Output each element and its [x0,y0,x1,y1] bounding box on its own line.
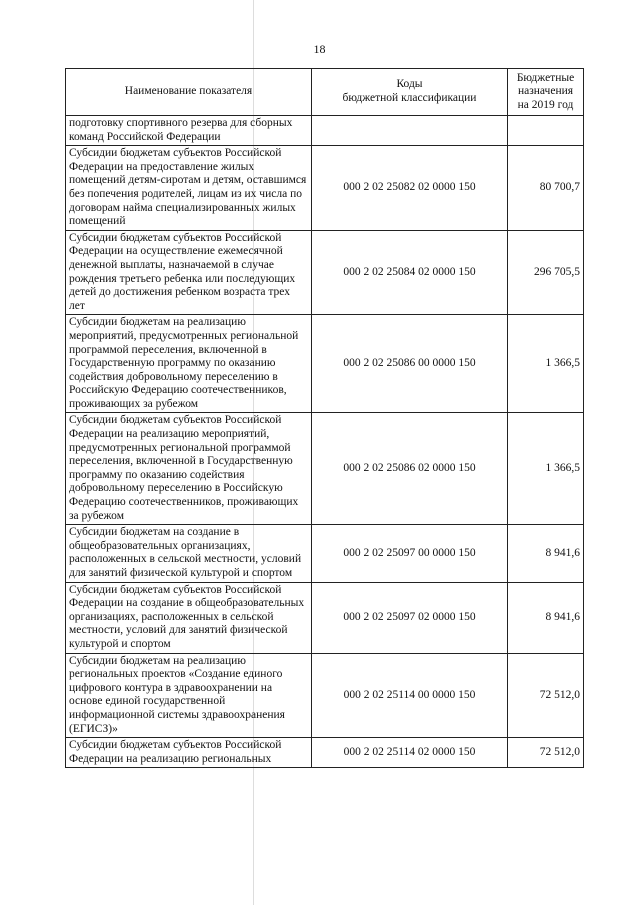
row-name: Субсидии бюджетам на реализацию региональных проектов «Создание единого цифрового контура в здравоохранении на основе единой государственной информационной системы здравоохранения (ЕГИСЗ)» [66,653,312,738]
header-name-label: Наименование показателя [124,85,253,98]
row-name: Субсидии бюджетам субъектов Российской Федерации на реализацию региональных [66,738,312,768]
row-code [312,116,508,146]
row-name: Субсидии бюджетам на создание в общеобразовательных организациях, расположенных в сельской местности, условий для занятий физической культурой и спортом [66,525,312,582]
page-number: 18 [313,42,326,56]
table-row [66,525,584,582]
row-name: Субсидии бюджетам субъектов Российской Федерации на осуществление ежемесячной денежной выплаты, назначаемой в случае рождения третьего ребенка или последующих детей до достижения ребенком возраста трех лет [66,230,312,315]
row-amount: 72 512,0 [508,653,584,738]
table-row [66,315,584,413]
table-row [66,146,584,231]
table-row [66,413,584,525]
row-name: Субсидии бюджетам субъектов Российской Федерации на реализацию мероприятий, предусмотренных региональной программой переселения, включенной в Государственную программу по оказанию содействия добровольному переселению в Российскую Федерацию соотечественников, проживающих за рубежом [66,413,312,525]
row-amount: 296 705,5 [508,230,584,315]
header-name [66,69,312,116]
header-budget-line3: на 2019 год [517,98,574,111]
header-codes-line2: бюджетной классификации [342,92,477,104]
row-amount: 8 941,6 [508,582,584,653]
row-name: подготовку спортивного резерва для сборных команд Российской Федерации [66,116,312,146]
row-amount: 8 941,6 [508,525,584,582]
table-row [66,230,584,315]
row-code: 000 2 02 25097 00 0000 150 [312,525,508,582]
table-header [66,69,584,116]
row-code: 000 2 02 25097 02 0000 150 [312,582,508,653]
header-codes [312,69,508,116]
row-name: Субсидии бюджетам субъектов Российской Федерации на создание в общеобразовательных организациях, расположенных в сельской местности, условий для занятий физической культурой и спортом [66,582,312,653]
row-amount: 1 366,5 [508,315,584,413]
table-row [66,653,584,738]
table-row [66,582,584,653]
row-amount: 1 366,5 [508,413,584,525]
row-code: 000 2 02 25082 02 0000 150 [312,146,508,231]
row-amount [508,116,584,146]
row-name: Субсидии бюджетам на реализацию мероприятий, предусмотренных региональной программой переселения, включенной в Государственную программу по оказанию содействия добровольному переселению в Российскую Федерацию соотечественников, проживающих за рубежом [66,315,312,413]
table-row [66,738,584,768]
row-code: 000 2 02 25114 02 0000 150 [312,738,508,768]
header-budget [508,69,584,116]
row-code: 000 2 02 25084 02 0000 150 [312,230,508,315]
header-codes-line1: Коды [396,78,423,91]
row-amount: 72 512,0 [508,738,584,768]
row-code: 000 2 02 25114 00 0000 150 [312,653,508,738]
row-code: 000 2 02 25086 02 0000 150 [312,413,508,525]
budget-table [65,68,584,768]
header-budget-line1: Бюджетные [516,71,575,84]
table-body [66,116,584,768]
header-budget-line2: назначения [517,85,574,98]
table-row [66,116,584,146]
row-name: Субсидии бюджетам субъектов Российской Федерации на предоставление жилых помещений детям-сиротам и детям, оставшимся без попечения родителей, лицам из их числа по договорам найма специализированных жилых помещений [66,146,312,231]
row-code: 000 2 02 25086 00 0000 150 [312,315,508,413]
row-amount: 80 700,7 [508,146,584,231]
